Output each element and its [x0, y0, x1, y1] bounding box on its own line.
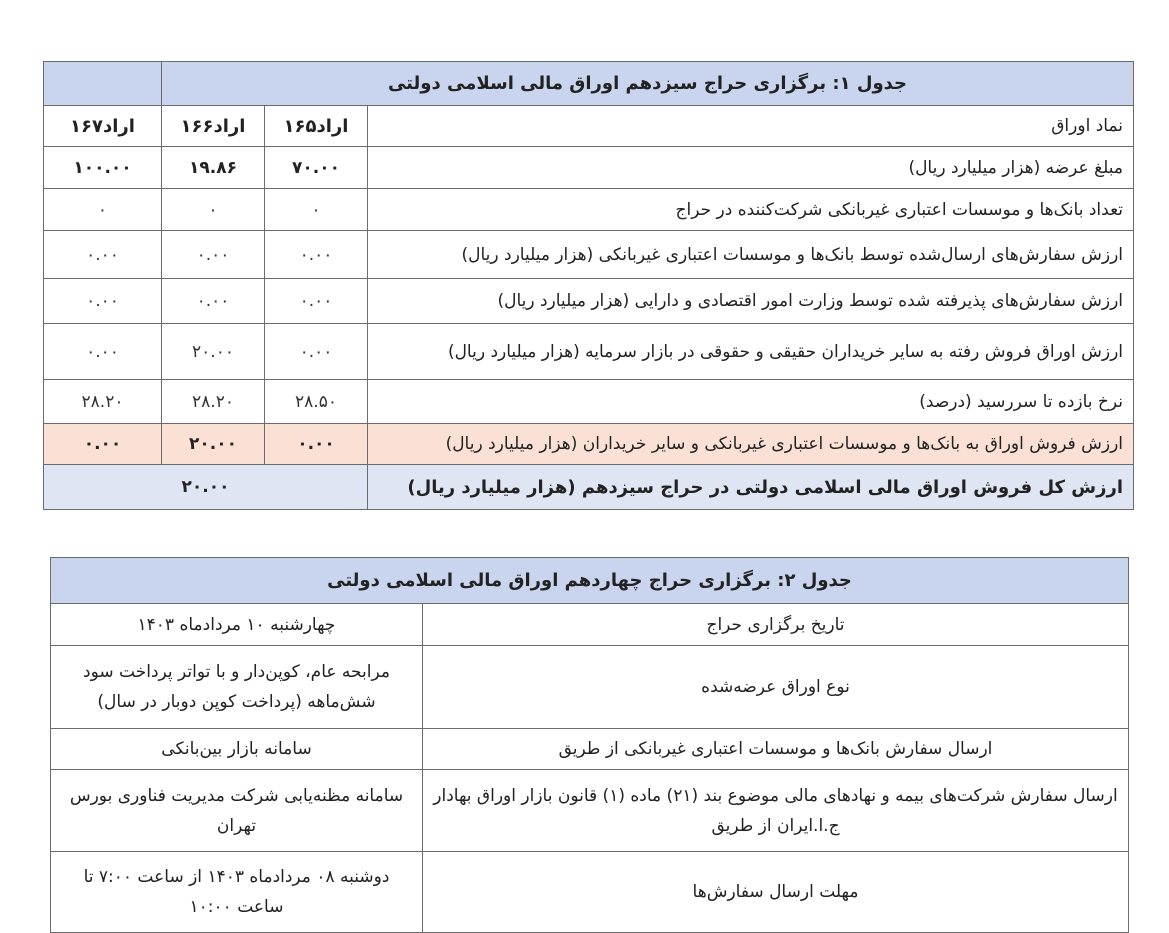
- row-label: تعداد بانک‌ها و موسسات اعتباری غیربانکی شرکت‌کننده در حراج: [368, 189, 1134, 231]
- table-cell: ۰: [162, 189, 265, 231]
- table-cell: ۰: [265, 189, 368, 231]
- row-label: ارزش سفارش‌های ارسال‌شده توسط بانک‌ها و موسسات اعتباری غیربانکی (هزار میلیارد ریال): [368, 231, 1134, 279]
- table-cell: ۰.۰۰: [162, 279, 265, 324]
- table2-title: جدول ۲: برگزاری حراج چهاردهم اوراق مالی اسلامی دولتی: [51, 558, 1129, 604]
- row-label: نماد اوراق: [368, 106, 1134, 147]
- table-cell: ۰.۰۰: [44, 324, 162, 380]
- row-label: ارزش فروش اوراق به بانک‌ها و موسسات اعتباری غیربانکی و سایر خریداران (هزار میلیارد ریال): [368, 424, 1134, 465]
- table-cell: ۰.۰۰: [265, 231, 368, 279]
- auction-13-table: [43, 61, 1134, 510]
- row-label: نوع اوراق عرضه‌شده: [423, 646, 1129, 729]
- total-label: ارزش کل فروش اوراق مالی اسلامی دولتی در حراج سیزدهم (هزار میلیارد ریال): [368, 465, 1134, 510]
- table-cell: سامانه مظنه‌یابی شرکت مدیریت فناوری بورس تهران: [51, 770, 423, 852]
- row-label: نرخ بازده تا سررسید (درصد): [368, 380, 1134, 424]
- table-cell: ۱۹.۸۶: [162, 147, 265, 189]
- row-label: ارزش سفارش‌های پذیرفته شده توسط وزارت امور اقتصادی و دارایی (هزار میلیارد ریال): [368, 279, 1134, 324]
- corner-cell: [44, 62, 162, 106]
- table-cell: ۲۰.۰۰: [162, 424, 265, 465]
- row-label: مهلت ارسال سفارش‌ها: [423, 852, 1129, 933]
- row-label: ارسال سفارش شرکت‌های بیمه و نهادهای مالی موضوع بند (۲۱) ماده (۱) قانون بازار اوراق بهادار ج.ا.ایران از طریق: [423, 770, 1129, 852]
- table-cell: ۷۰.۰۰: [265, 147, 368, 189]
- row-label: ارسال سفارش بانک‌ها و موسسات اعتباری غیربانکی از طریق: [423, 729, 1129, 770]
- table-cell: ۰.۰۰: [44, 231, 162, 279]
- table-cell: ۲۸.۲۰: [44, 380, 162, 424]
- total-value: ۲۰.۰۰: [44, 465, 368, 510]
- table-cell: ۲۸.۵۰: [265, 380, 368, 424]
- row-label: مبلغ عرضه (هزار میلیارد ریال): [368, 147, 1134, 189]
- table-cell: ۰.۰۰: [265, 324, 368, 380]
- column-header: اراد۱۶۷: [44, 106, 162, 147]
- table-cell: ۰.۰۰: [265, 424, 368, 465]
- table-cell: ۰.۰۰: [44, 279, 162, 324]
- column-header: اراد۱۶۶: [162, 106, 265, 147]
- row-label: تاریخ برگزاری حراج: [423, 604, 1129, 646]
- table-cell: ۰: [44, 189, 162, 231]
- table-cell: ۲۸.۲۰: [162, 380, 265, 424]
- table-cell: سامانه بازار بین‌بانکی: [51, 729, 423, 770]
- table-cell: ۰.۰۰: [265, 279, 368, 324]
- column-header: اراد۱۶۵: [265, 106, 368, 147]
- table-cell: مرابحه عام، کوپن‌دار و با تواتر پرداخت سود شش‌ماهه (پرداخت کوپن دوبار در سال): [51, 646, 423, 729]
- table-cell: ۰.۰۰: [44, 424, 162, 465]
- auction-14-table: [50, 557, 1129, 933]
- table-cell: ۱۰۰.۰۰: [44, 147, 162, 189]
- row-label: ارزش اوراق فروش رفته به سایر خریداران حقیقی و حقوقی در بازار سرمایه (هزار میلیارد ریال): [368, 324, 1134, 380]
- table-cell: ۲۰.۰۰: [162, 324, 265, 380]
- table1-title: جدول ۱: برگزاری حراج سیزدهم اوراق مالی اسلامی دولتی: [162, 62, 1134, 106]
- table-cell: چهارشنبه ۱۰ مردادماه ۱۴۰۳: [51, 604, 423, 646]
- table-cell: ۰.۰۰: [162, 231, 265, 279]
- table-cell: دوشنبه ۰۸ مردادماه ۱۴۰۳ از ساعت ۷:۰۰ تا ساعت ۱۰:۰۰: [51, 852, 423, 933]
